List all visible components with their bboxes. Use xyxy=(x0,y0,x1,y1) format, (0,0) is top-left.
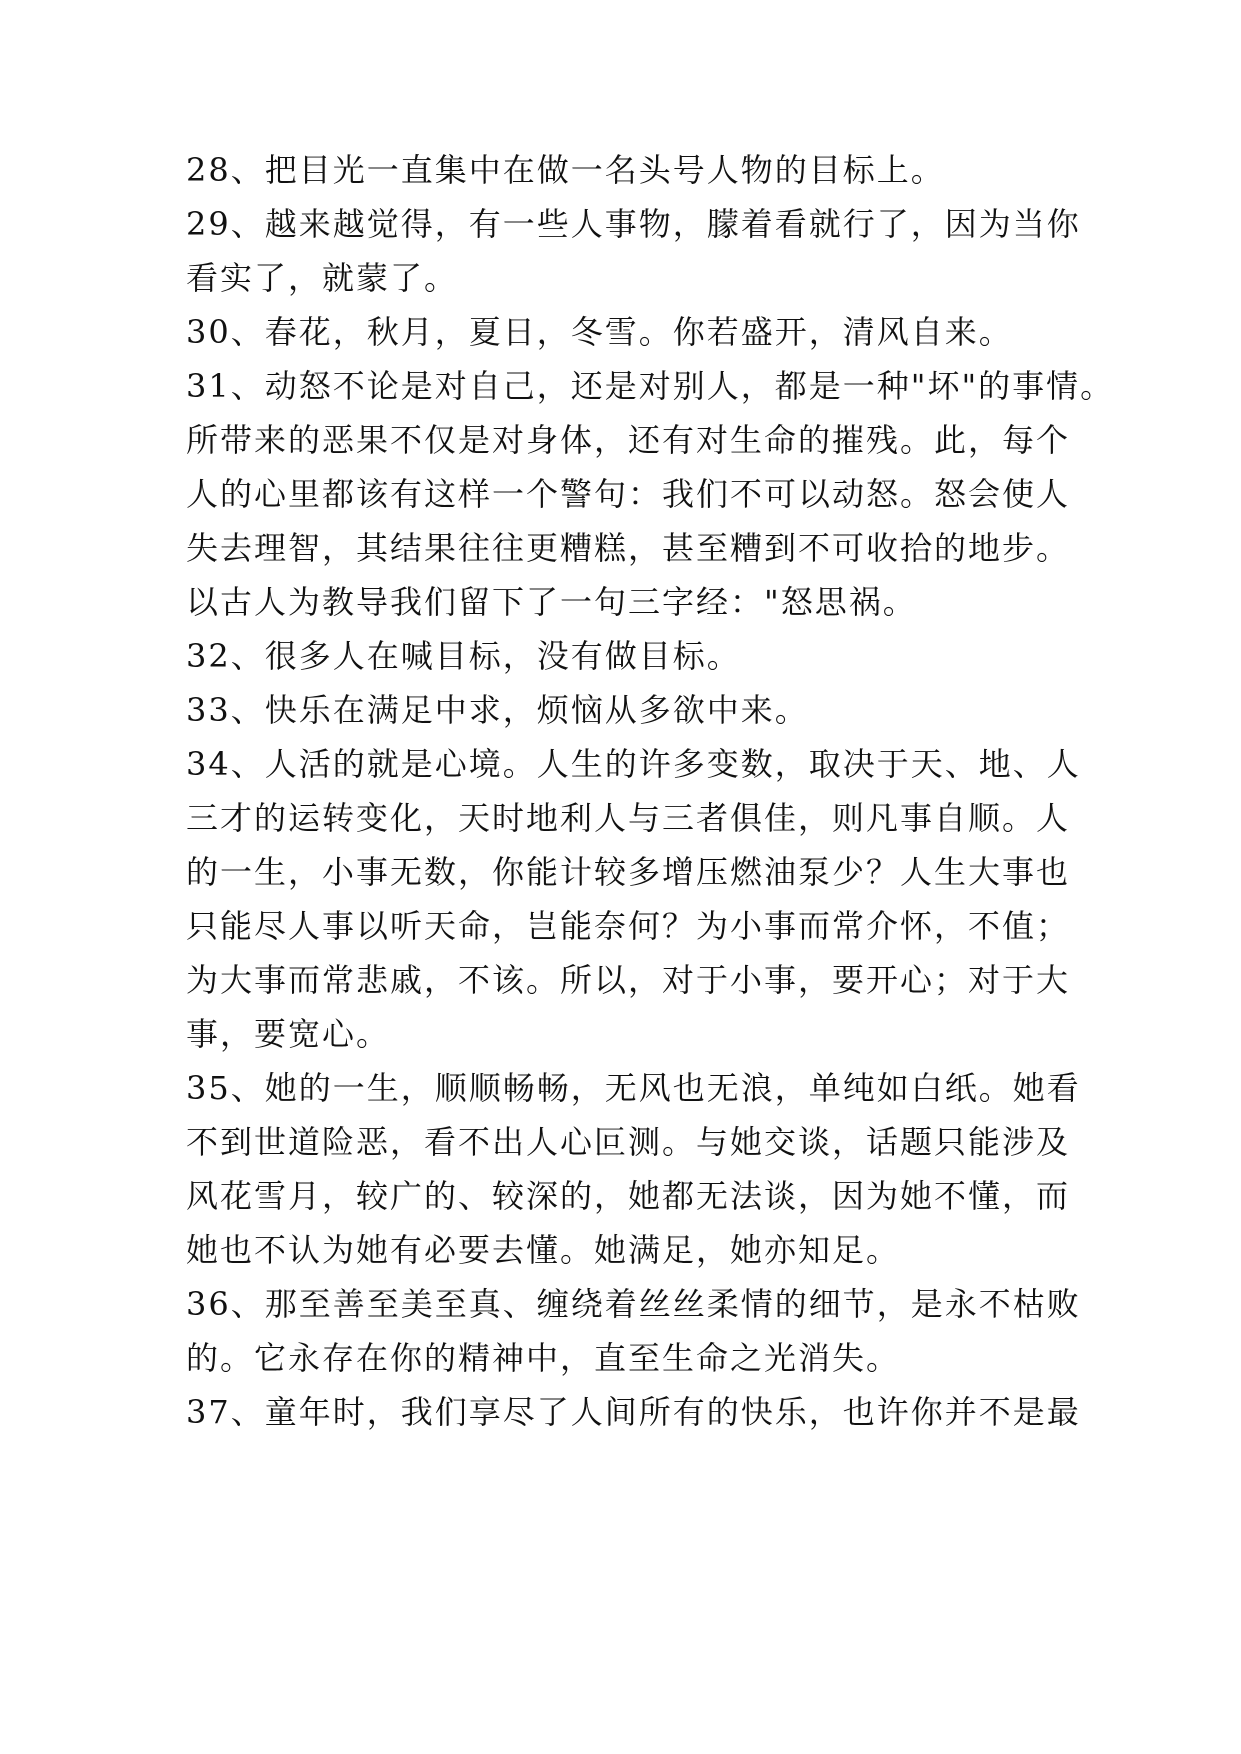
text-line: 的一生，小事无数，你能计较多增压燃油泵少？人生大事也 xyxy=(186,853,1071,891)
text-line: 不到世道险恶，看不出人心叵测。与她交谈，话题只能涉及 xyxy=(186,1123,1071,1161)
text-line: 28、把目光一直集中在做一名头号人物的目标上。 xyxy=(186,151,945,189)
text-line: 所带来的恶果不仅是对身体，还有对生命的摧残。此，每个 xyxy=(186,421,1071,459)
text-line: 失去理智，其结果往往更糟糕，甚至糟到不可收拾的地步。 xyxy=(186,529,1071,567)
text-line: 29、越来越觉得，有一些人事物，朦着看就行了，因为当你 xyxy=(186,205,1081,243)
text-line: 以古人为教导我们留下了一句三字经："怒思祸。 xyxy=(186,583,917,621)
text-line: 36、那至善至美至真、缠绕着丝丝柔情的细节，是永不枯败 xyxy=(186,1285,1081,1323)
text-line: 三才的运转变化，天时地利人与三者俱佳，则凡事自顺。人 xyxy=(186,799,1071,837)
text-line: 31、动怒不论是对自己，还是对别人，都是一种"坏"的事情。 xyxy=(186,367,1115,405)
text-line: 只能尽人事以听天命，岂能奈何？为小事而常介怀，不值； xyxy=(186,907,1071,945)
text-line: 人的心里都该有这样一个警句：我们不可以动怒。怒会使人 xyxy=(186,475,1071,513)
text-line: 风花雪月，较广的、较深的，她都无法谈，因为她不懂，而 xyxy=(186,1177,1071,1215)
text-line: 32、很多人在喊目标，没有做目标。 xyxy=(186,637,741,675)
text-line: 事，要宽心。 xyxy=(186,1015,391,1053)
text-line: 的。它永存在你的精神中，直至生命之光消失。 xyxy=(186,1339,901,1377)
text-line: 为大事而常悲戚，不该。所以，对于小事，要开心；对于大 xyxy=(186,961,1071,999)
text-line: 35、她的一生，顺顺畅畅，无风也无浪，单纯如白纸。她看 xyxy=(186,1069,1081,1107)
text-line: 37、童年时，我们享尽了人间所有的快乐，也许你并不是最 xyxy=(186,1393,1081,1431)
text-line: 33、快乐在满足中求，烦恼从多欲中来。 xyxy=(186,691,809,729)
text-line: 看实了，就蒙了。 xyxy=(186,259,459,297)
text-line: 30、春花，秋月，夏日，冬雪。你若盛开，清风自来。 xyxy=(186,313,1013,351)
text-line: 34、人活的就是心境。人生的许多变数，取决于天、地、人 xyxy=(186,745,1081,783)
text-line: 她也不认为她有必要去懂。她满足，她亦知足。 xyxy=(186,1231,901,1269)
